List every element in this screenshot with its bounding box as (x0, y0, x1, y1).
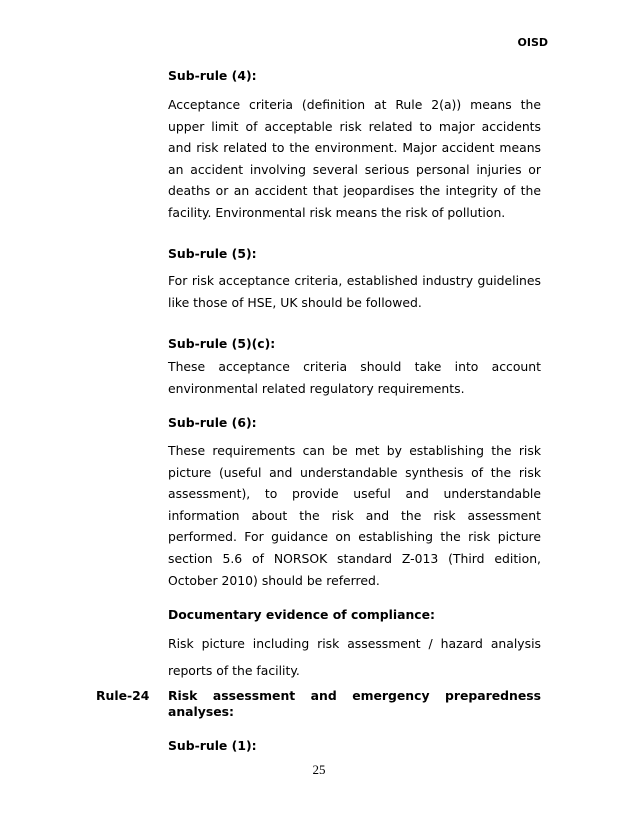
documentary-evidence-heading: Documentary evidence of compliance: (168, 607, 436, 622)
subrule-4-text: Acceptance criteria (definition at Rule 2(a)) means the upper limit of acceptable risk related to major accidents and risk related to the environment. Major accident means an accident involving several serious personal injuries or deaths or an accident that jeopardises the integrity of the facility. Environmental risk means the risk of pollution. (168, 97, 541, 220)
subrule-1-heading: Sub-rule (1): (168, 738, 257, 753)
subrule-4-heading: Sub-rule (4): (168, 68, 257, 83)
page-number: 25 (312, 762, 326, 777)
subrule-5-heading: Sub-rule (5): (168, 246, 257, 261)
documentary-evidence-text: Risk picture including risk assessment / hazard analysis reports of the facility. (168, 636, 541, 678)
subrule-5c-text: These acceptance criteria should take into account environmental related regulatory requirements. (168, 359, 541, 396)
subrule-6-heading: Sub-rule (6): (168, 415, 257, 430)
header-org-label: OISD (517, 36, 548, 49)
rule-title: Risk assessment and emergency preparedness analyses: (168, 688, 541, 719)
subrule-5c-heading: Sub-rule (5)(c): (168, 336, 276, 351)
subrule-6-text: These requirements can be met by establishing the risk picture (useful and understandable synthesis of the risk assessment), to provide useful and understandable information about the risk and the risk assessment performed. For guidance on establishing the risk picture section 5.6 of NORSOK standard Z-013 (Third edition, October 2010) should be referred. (168, 443, 541, 588)
rule-number: Rule-24 (96, 688, 150, 703)
subrule-5-text: For risk acceptance criteria, established industry guidelines like those of HSE, UK should be followed. (168, 273, 541, 310)
